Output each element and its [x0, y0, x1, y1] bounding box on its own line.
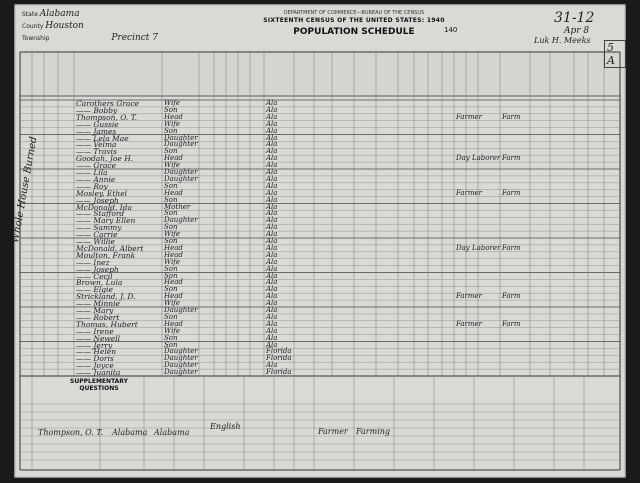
row-industry: Farm	[502, 243, 521, 252]
row-relation: Daughter	[164, 168, 198, 176]
row-birthplace: Ala	[266, 195, 278, 204]
row-relation: Head	[164, 154, 183, 163]
row-occupation: Farmer	[456, 319, 483, 328]
row-name: —— Travis	[76, 147, 117, 157]
county-value: Houston	[45, 21, 84, 31]
row-name: Strickland, J. D.	[76, 292, 136, 302]
row-relation: Wife	[164, 230, 181, 239]
supplementary-title-line2: QUESTIONS	[79, 385, 119, 392]
sup-entry-occupation: Farmer	[318, 427, 348, 436]
row-birthplace: Ala	[266, 126, 278, 135]
row-birthplace: Ala	[266, 306, 278, 314]
row-birthplace: Ala	[266, 278, 278, 287]
row-relation: Wife	[164, 119, 181, 128]
row-relation: Son	[164, 285, 178, 294]
row-relation: Daughter	[164, 174, 198, 183]
row-name: —— Carrie	[76, 230, 118, 240]
row-birthplace: Ala	[266, 209, 278, 218]
state-field: State Alabama	[22, 9, 80, 19]
supplementary-title-line1: SUPPLEMENTARY	[70, 378, 128, 385]
township-field: Township Precinct 7	[22, 33, 158, 43]
sup-entry-state2: Alabama	[154, 428, 190, 437]
row-name: —— Bobby	[76, 105, 118, 115]
row-relation: Son	[164, 271, 178, 280]
row-relation: Daughter	[164, 133, 198, 142]
row-relation: Mother	[164, 202, 191, 211]
row-occupation: Day Laborer	[456, 243, 501, 252]
row-birthplace: Ala	[266, 326, 278, 335]
row-relation: Son	[164, 223, 178, 232]
row-occupation: Day Laborer	[456, 154, 501, 163]
row-name: —— Lila	[76, 168, 108, 177]
row-name: —— Velma	[76, 140, 117, 150]
schedule-title: POPULATION SCHEDULE	[293, 27, 415, 37]
row-relation: Son	[164, 209, 178, 218]
row-name: Mosley, Ethel	[76, 188, 128, 198]
row-occupation: Farmer	[456, 292, 483, 301]
row-name: —— Joseph	[76, 195, 119, 205]
row-industry: Farm	[502, 112, 521, 121]
township-value: Precinct 7	[111, 33, 158, 43]
row-name: Brown, Lula	[76, 278, 123, 288]
row-relation: Wife	[164, 257, 181, 266]
row-birthplace: Ala	[266, 202, 278, 211]
row-name: —— Doris	[76, 354, 114, 364]
row-birthplace: Ala	[266, 112, 278, 121]
row-birthplace: Ala	[266, 312, 278, 321]
row-name: —— Jerry	[76, 340, 113, 350]
county-field: County Houston	[22, 21, 84, 31]
row-birthplace: Ala	[266, 161, 278, 170]
row-occupation: Farmer	[456, 112, 483, 121]
row-name: —— Helen	[76, 347, 117, 357]
row-relation: Son	[164, 340, 178, 349]
row-name: —— Annie	[76, 174, 116, 184]
row-relation: Daughter	[164, 368, 198, 377]
row-name: —— Joseph	[76, 264, 119, 274]
row-name: —— Elgie	[76, 285, 113, 295]
side-note: Whole House Burned	[10, 135, 40, 244]
row-birthplace: Ala	[266, 230, 278, 239]
stamp-top: 31-12	[554, 10, 595, 26]
row-relation: Son	[164, 126, 178, 135]
row-birthplace: Ala	[266, 243, 278, 252]
row-name: McDonald, Ida	[76, 202, 132, 212]
row-relation: Wife	[164, 99, 181, 107]
row-birthplace: Ala	[266, 237, 278, 245]
row-birthplace: Ala	[266, 140, 278, 149]
row-industry: Farm	[502, 188, 521, 197]
row-birthplace: Ala	[266, 264, 278, 273]
row-relation: Head	[164, 188, 183, 197]
row-relation: Daughter	[164, 306, 198, 314]
state-value: Alabama	[39, 9, 80, 19]
row-name: —— Stafford	[76, 209, 125, 219]
enum-date: Apr 8	[564, 26, 590, 36]
row-birthplace: Ala	[266, 99, 278, 107]
row-relation: Head	[164, 250, 183, 259]
row-birthplace: Ala	[266, 188, 278, 197]
row-birthplace: Ala	[266, 271, 278, 280]
row-name: —— Mary Ellen	[76, 216, 136, 226]
row-name: Moulton, Frank	[76, 250, 136, 260]
row-name: —— Roy	[76, 181, 108, 191]
row-relation: Wife	[164, 326, 181, 335]
row-birthplace: Ala	[266, 319, 278, 328]
sup-entry-industry: Farming	[356, 427, 391, 436]
row-relation: Son	[164, 181, 178, 190]
row-relation: Wife	[164, 299, 181, 308]
row-relation: Daughter	[164, 140, 198, 149]
row-industry: Farm	[502, 319, 521, 328]
census-sheet	[10, 4, 626, 478]
row-relation: Head	[164, 319, 183, 328]
row-relation: Son	[164, 105, 178, 114]
enumerator: Luk H. Meeks	[534, 36, 591, 45]
row-relation: Daughter	[164, 216, 198, 225]
row-name: —— Lela Mae	[76, 133, 129, 143]
row-relation: Head	[164, 112, 183, 121]
row-birthplace: Ala	[266, 216, 278, 225]
stamp-sheet: 5 A	[604, 40, 626, 68]
row-birthplace: Ala	[266, 133, 278, 142]
row-relation: Son	[164, 195, 178, 204]
supplementary-title	[34, 378, 164, 392]
dept-line: DEPARTMENT OF COMMERCE—BUREAU OF THE CENSUS	[283, 10, 425, 16]
row-name: —— Irene	[76, 326, 114, 336]
row-birthplace: Florida	[266, 347, 292, 356]
row-industry: Farm	[502, 292, 521, 301]
row-name: —— Newell	[76, 333, 121, 343]
row-birthplace: Ala	[266, 333, 278, 342]
row-relation: Head	[164, 243, 183, 252]
row-relation: Daughter	[164, 361, 198, 370]
row-relation: Daughter	[164, 354, 198, 363]
row-name: Thompson, O. T.	[76, 112, 137, 122]
row-birthplace: Ala	[266, 147, 278, 156]
row-name: —— Robert	[76, 312, 120, 322]
row-birthplace: Ala	[266, 250, 278, 259]
row-name: —— Grace	[76, 161, 117, 171]
row-name: Goodah, Joe H.	[76, 154, 134, 164]
row-birthplace: Ala	[266, 119, 278, 128]
row-birthplace: Ala	[266, 174, 278, 183]
row-name: —— Minnie	[76, 299, 120, 309]
sup-entry-state: Alabama	[112, 428, 148, 437]
row-relation: Son	[164, 312, 178, 321]
row-name: —— Gussie	[76, 119, 119, 129]
row-relation: Daughter	[164, 347, 198, 356]
row-birthplace: Ala	[266, 340, 278, 349]
row-birthplace: Ala	[266, 154, 278, 163]
row-birthplace: Florida	[266, 354, 292, 363]
row-name: —— Cecil	[76, 271, 113, 281]
row-name: Carothers Grace	[76, 99, 140, 108]
row-name: McDonald, Albert	[76, 243, 144, 253]
row-birthplace: Ala	[266, 105, 278, 114]
row-birthplace: Ala	[266, 223, 278, 232]
row-birthplace: Ala	[266, 299, 278, 308]
row-name: Thomas, Hubert	[76, 319, 138, 329]
row-birthplace: Ala	[266, 285, 278, 294]
row-name: —— Willie	[76, 237, 115, 246]
row-name: —— Sammy	[76, 223, 122, 233]
row-relation: Head	[164, 292, 183, 301]
row-name: —— Inez	[76, 257, 110, 267]
row-name: —— James	[76, 126, 117, 136]
row-occupation: Farmer	[456, 188, 483, 197]
row-industry: Farm	[502, 154, 521, 163]
row-relation: Son	[164, 237, 178, 245]
row-relation: Son	[164, 147, 178, 156]
row-birthplace: Ala	[266, 168, 278, 176]
row-birthplace: Ala	[266, 257, 278, 266]
sheet-number: 140	[444, 26, 458, 34]
row-name: —— Juanita	[76, 368, 121, 378]
row-relation: Son	[164, 333, 178, 342]
row-birthplace: Ala	[266, 181, 278, 190]
row-name: —— Joyce	[76, 361, 114, 371]
row-relation: Son	[164, 264, 178, 273]
row-relation: Head	[164, 278, 183, 287]
row-birthplace: Florida	[266, 368, 292, 377]
row-birthplace: Ala	[266, 361, 278, 370]
census-title: SIXTEENTH CENSUS OF THE UNITED STATES: 1940	[263, 17, 445, 24]
row-name: —— Mary	[76, 306, 114, 315]
row-birthplace: Ala	[266, 292, 278, 301]
sup-entry-language: English	[210, 422, 241, 431]
sup-entry-name: Thompson, O. T.	[38, 428, 104, 437]
row-relation: Wife	[164, 161, 181, 170]
